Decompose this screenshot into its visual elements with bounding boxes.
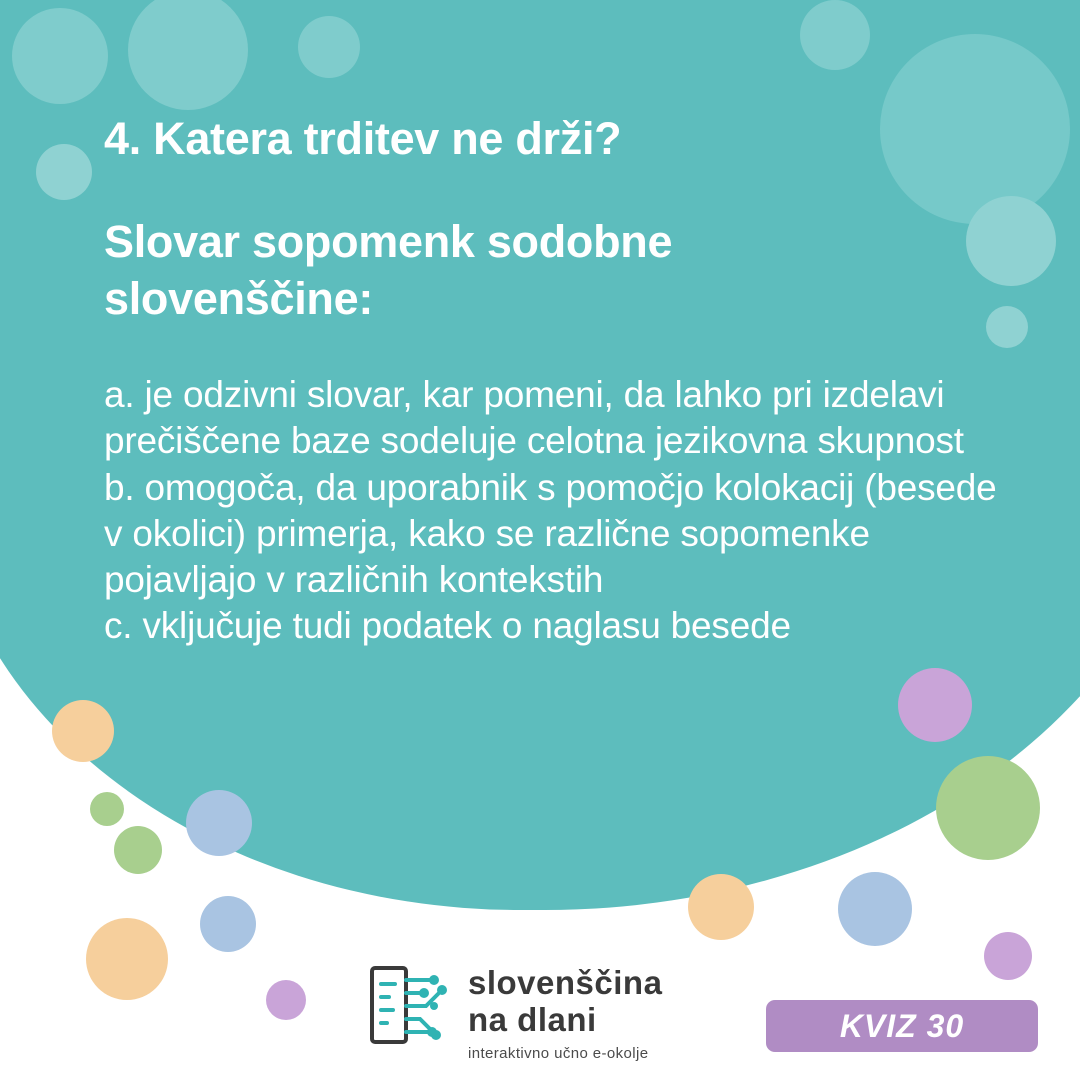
answer-option-a[interactable]: a. je odzivni slovar, kar pomeni, da lahko pri izdelavi prečiščene baze sodeluje celotna jezikovna skupnost [104, 374, 964, 462]
decorative-bubble [86, 918, 168, 1000]
answer-option-b[interactable]: b. omogoča, da uporabnik s pomočjo kolokacij (besede v okolici) primerja, kako se različne sopomenke pojavljajo v različnih kontekstih [104, 466, 997, 601]
logo-tagline: interaktivno učno e-okolje [468, 1045, 649, 1062]
decorative-bubble [800, 0, 870, 70]
decorative-bubble [984, 932, 1032, 980]
decorative-bubble [200, 896, 256, 952]
decorative-bubble [898, 668, 972, 742]
answer-option-c[interactable]: c. vključuje tudi podatek o naglasu besede [104, 605, 791, 647]
decorative-bubble [838, 872, 912, 946]
quiz-badge [766, 1000, 1038, 1052]
decorative-bubble [688, 874, 754, 940]
decorative-bubble [114, 826, 162, 874]
decorative-bubble [36, 144, 92, 200]
logo-line-2: na dlani [468, 1001, 597, 1038]
answer-list [104, 372, 1004, 650]
question-content [104, 112, 1004, 650]
decorative-bubble [52, 700, 114, 762]
quiz-badge-label: KVIZ 30 [839, 1007, 965, 1044]
brand-logo [368, 962, 662, 1062]
decorative-bubble [186, 790, 252, 856]
question-title: 4. Katera trditev ne drži? [104, 113, 622, 164]
decorative-bubble [936, 756, 1040, 860]
decorative-bubble [90, 792, 124, 826]
logo-line-1: slovenščina [468, 964, 663, 1001]
decorative-bubble [298, 16, 360, 78]
decorative-bubble [12, 8, 108, 104]
logo-wordmark [468, 962, 662, 1062]
question-subtitle: Slovar sopomenk sodobne slovenščine: [104, 215, 673, 325]
circuit-board-icon [368, 962, 454, 1048]
decorative-bubble [266, 980, 306, 1020]
